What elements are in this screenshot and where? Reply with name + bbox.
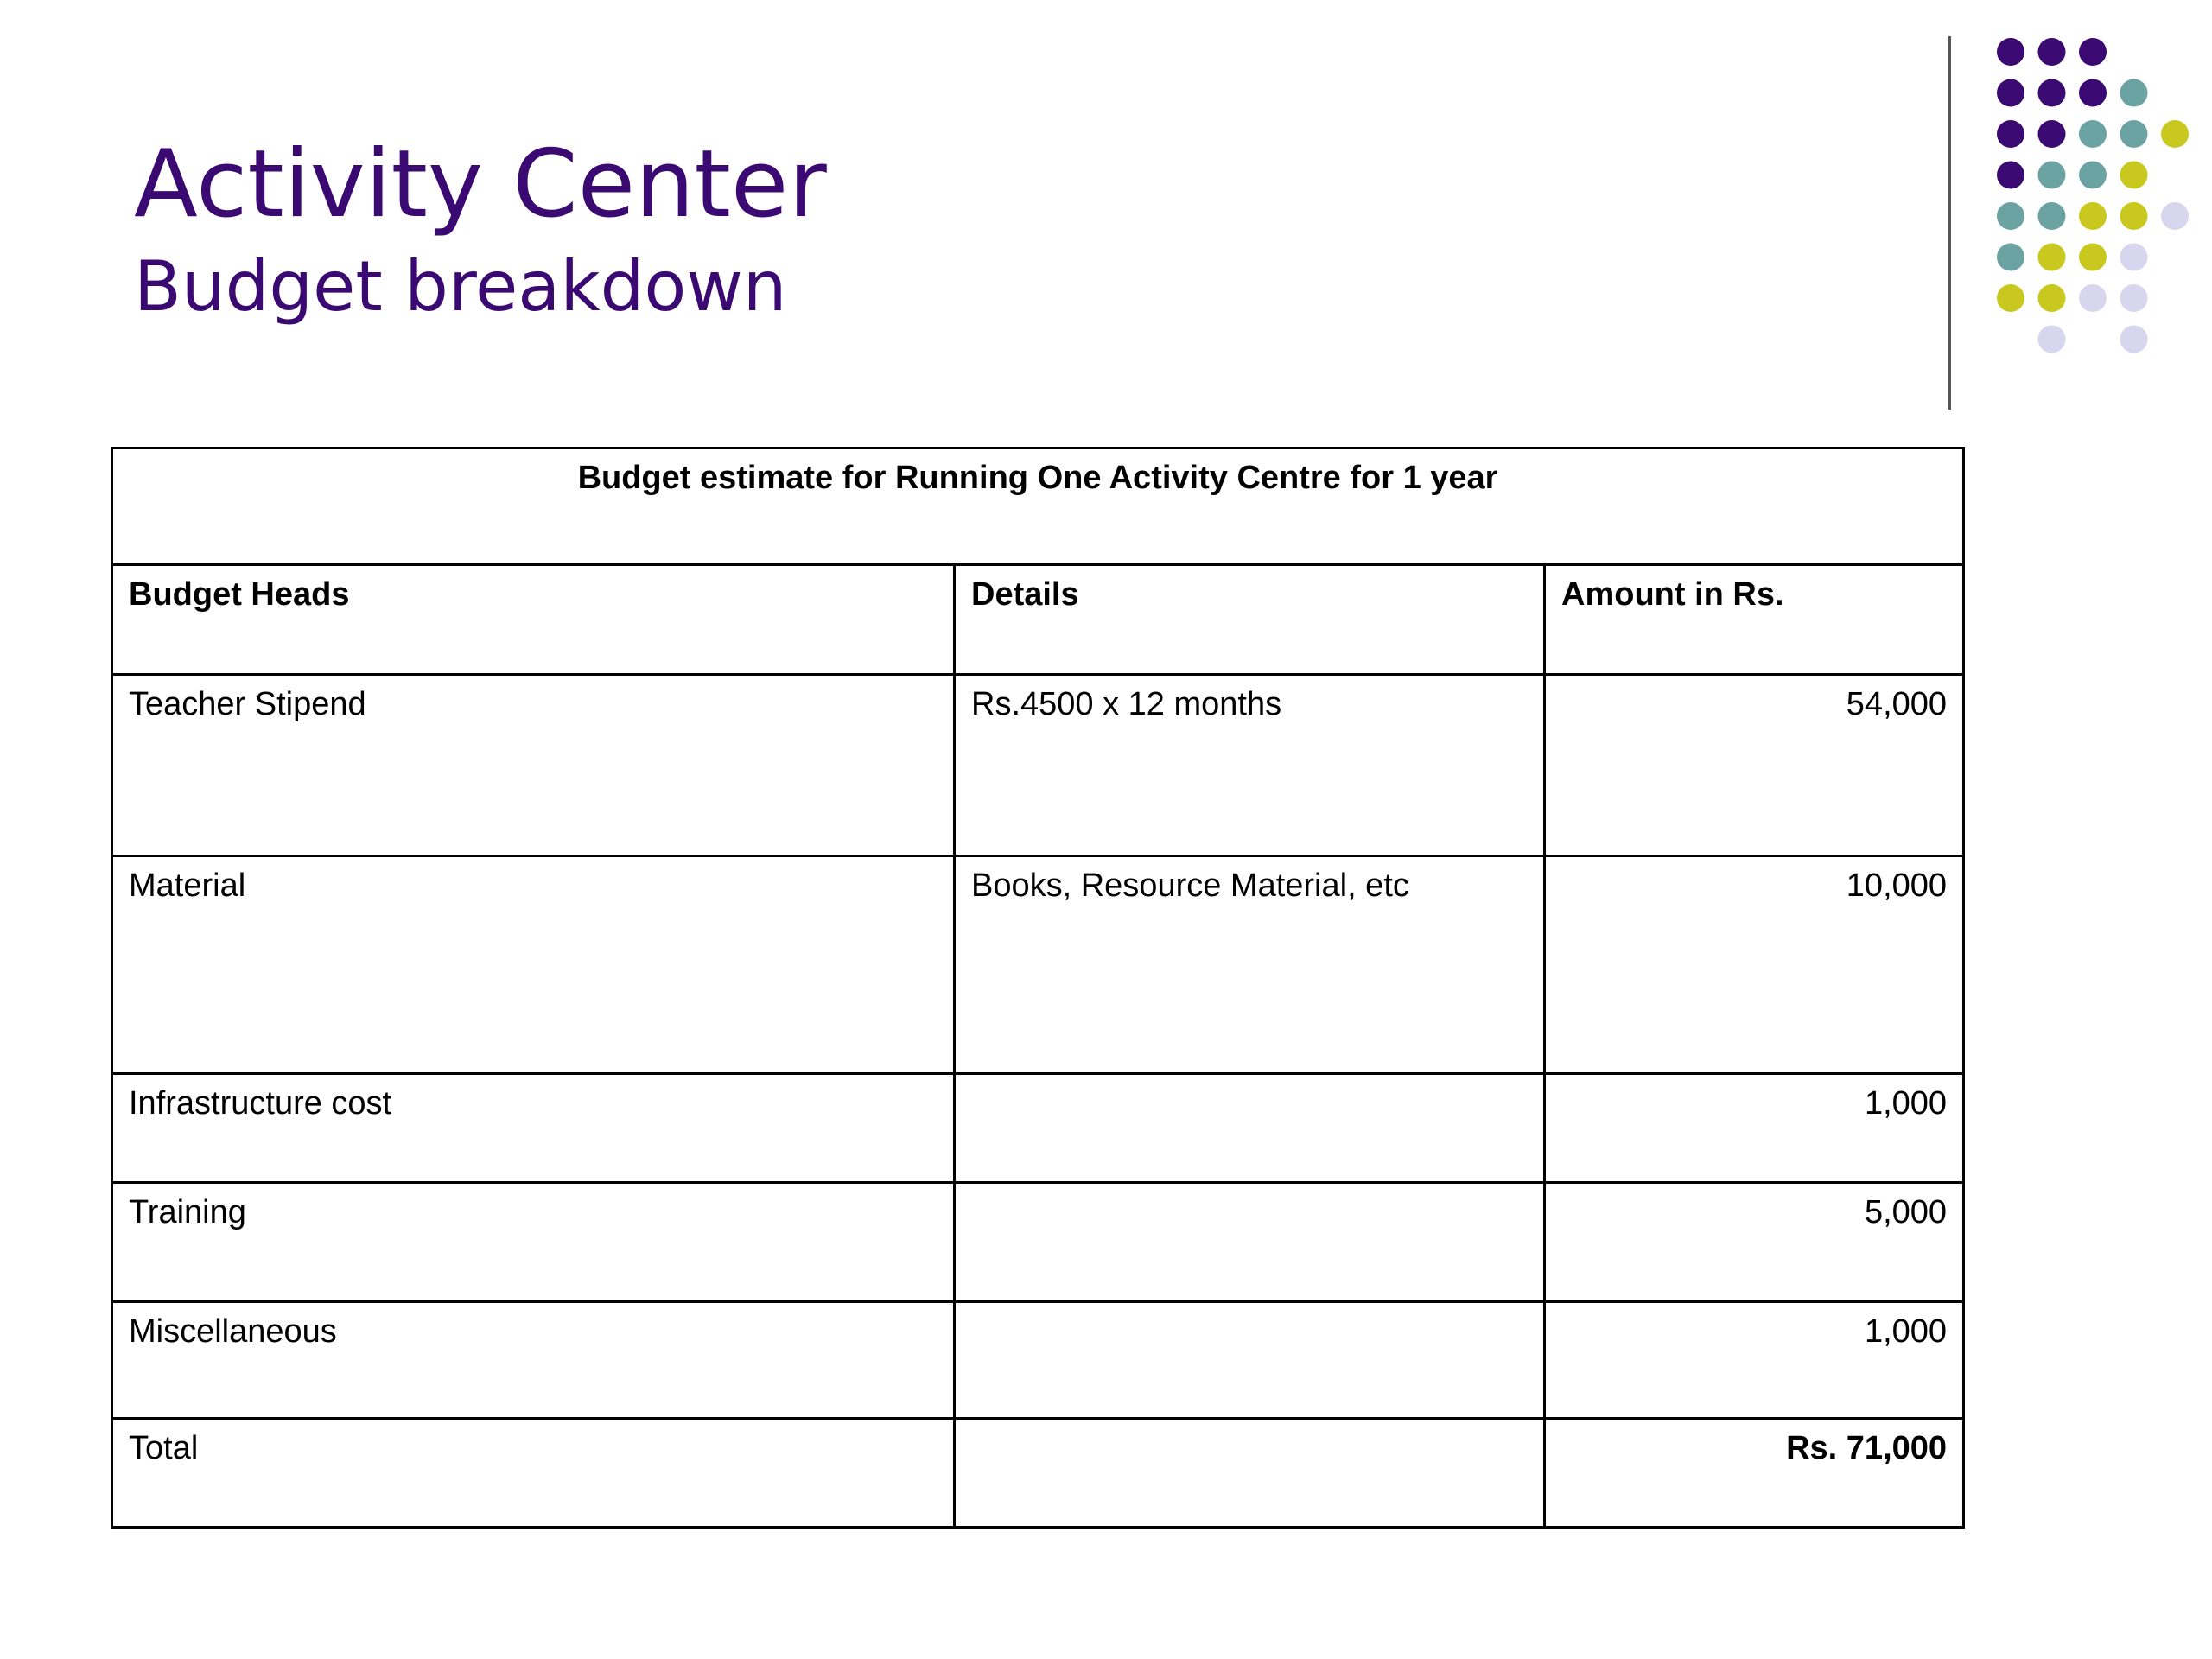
row-head: Material (112, 856, 955, 1074)
decorative-dot (2079, 244, 2107, 271)
total-amount: Rs. 71,000 (1545, 1419, 1964, 1528)
decorative-dot (1997, 202, 2024, 230)
row-amount: 1,000 (1545, 1302, 1964, 1419)
row-details: Books, Resource Material, etc (955, 856, 1545, 1074)
decorative-dot (1997, 38, 2024, 66)
table-row (112, 1074, 1964, 1183)
decorative-dot (2038, 162, 2066, 189)
table-header-row (112, 565, 1964, 675)
decorative-dot (2038, 38, 2066, 66)
decorative-dot (2161, 202, 2189, 230)
row-details (955, 1074, 1545, 1183)
decorative-dot (2079, 120, 2107, 148)
row-amount: 54,000 (1545, 675, 1964, 856)
slide-subtitle: Budget breakdown (134, 246, 787, 327)
divider-line (1948, 36, 1951, 410)
decorative-dot (2120, 79, 2148, 107)
row-amount: 5,000 (1545, 1183, 1964, 1302)
row-head: Training (112, 1183, 955, 1302)
decorative-dot (2038, 284, 2066, 312)
row-details (955, 1302, 1545, 1419)
decorative-dot (2079, 162, 2107, 189)
table-caption-row (112, 448, 1964, 565)
decorative-dot (2120, 120, 2148, 148)
row-head: Infrastructure cost (112, 1074, 955, 1183)
row-head: Miscellaneous (112, 1302, 955, 1419)
total-details (955, 1419, 1545, 1528)
decorative-dot (1997, 244, 2024, 271)
decorative-dot (2038, 202, 2066, 230)
table-row (112, 675, 1964, 856)
decorative-dot (2120, 162, 2148, 189)
decorative-dot (1997, 120, 2024, 148)
table-caption: Budget estimate for Running One Activity Centre for 1 year (112, 448, 1964, 565)
header-details: Details (955, 565, 1545, 675)
decorative-dot (2120, 202, 2148, 230)
decorative-dot (2120, 244, 2148, 271)
slide-title: Activity Center (134, 130, 827, 238)
header-budget-heads: Budget Heads (112, 565, 955, 675)
decorative-dot (2120, 326, 2148, 353)
decorative-dot (2079, 284, 2107, 312)
row-amount: 1,000 (1545, 1074, 1964, 1183)
table-row (112, 1302, 1964, 1419)
budget-table (111, 447, 1965, 1529)
decorative-dot (2161, 120, 2189, 148)
row-details (955, 1183, 1545, 1302)
decorative-dot (1997, 284, 2024, 312)
decorative-dot (2079, 79, 2107, 107)
header-amount: Amount in Rs. (1545, 565, 1964, 675)
decorative-dot (2038, 244, 2066, 271)
decorative-dot (2079, 202, 2107, 230)
row-details: Rs.4500 x 12 months (955, 675, 1545, 856)
table-row (112, 1183, 1964, 1302)
decorative-dot (2038, 79, 2066, 107)
decorative-dot (2120, 284, 2148, 312)
decorative-dot (2038, 326, 2066, 353)
table-row (112, 856, 1964, 1074)
row-amount: 10,000 (1545, 856, 1964, 1074)
decorative-dot (2038, 120, 2066, 148)
decorative-dot (1997, 79, 2024, 107)
row-head: Teacher Stipend (112, 675, 955, 856)
decorative-dot (2079, 38, 2107, 66)
table-total-row (112, 1419, 1964, 1528)
total-head: Total (112, 1419, 955, 1528)
decorative-dot (1997, 162, 2024, 189)
